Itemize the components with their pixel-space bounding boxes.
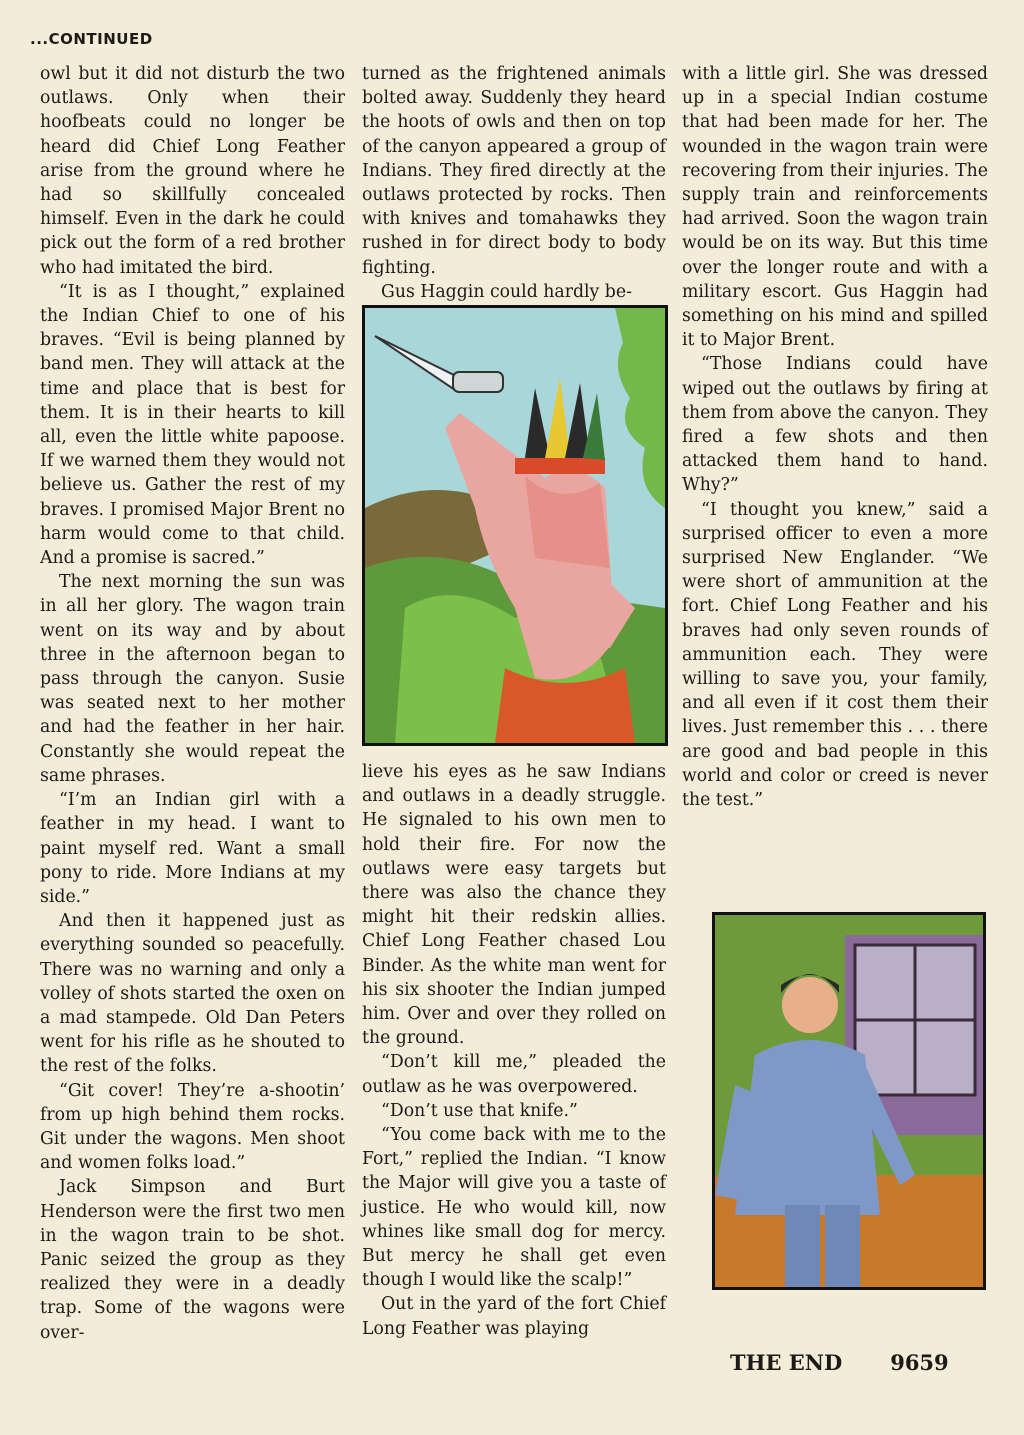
paragraph: “Those Indians could have wiped out the outlaws by firing at them from above the canyon. They fired a few shots and then attacked them hand to hand. Why?”	[682, 354, 988, 496]
chief-illustration-art	[365, 308, 665, 743]
paragraph: lieve his eyes as he saw Indians and outlaws in a deadly struggle. He signaled to his own men to hold their fire. For now the outlaws were easy targets but there was also the chance they might hit their redskin allies. Chief Long Feather chased Lou Binder. As the white man went for his six shooter the Indian jumped him. Over and over they rolled on the ground.	[362, 762, 666, 1049]
story-end-line	[730, 1350, 949, 1375]
paragraph: The next morning the sun was in all her glory. The wagon train went on its way and by about three in the afternoon began to pass through the canyon. Susie was seated next to her mother and had the feather in her hair. Constantly she would repeat the same phrases.	[40, 572, 345, 786]
paragraph: “You come back with me to the Fort,” replied the Indian. “I know the Major will give you a taste of justice. He who would kill, now whines like small dog for mercy. But mercy he shall get even though I would like the scalp!”	[362, 1125, 666, 1291]
paragraph: And then it happened just as everything sounded so peacefully. There was no warning and only a volley of shots started the oxen on a mad stampede. Old Dan Peters went for his rifle as he shouted to the rest of the folks.	[40, 911, 345, 1077]
paragraph: “Git cover! They’re a-shootin’ from up high behind them rocks. Git under the wagons. Men shoot and women folks load.”	[40, 1080, 345, 1174]
paragraph: “I’m an Indian girl with a feather in my head. I want to paint myself red. Want a small pony to ride. More Indians at my side.”	[40, 790, 345, 907]
illustration-indian-chief-with-knife	[362, 305, 668, 746]
paragraph: Jack Simpson and Burt Henderson were the first two men in the wagon train to be shot. Panic seized the group as they realized they were in a deadly trap. Some of the wagons were over-	[40, 1177, 345, 1343]
text-column-1	[40, 62, 345, 1345]
paragraph: Out in the yard of the fort Chief Long Feather was playing	[362, 1294, 666, 1339]
officer-illustration-art	[715, 915, 983, 1287]
the-end-text: THE END	[730, 1350, 843, 1375]
paragraph: turned as the frightened animals bolted away. Suddenly they heard the hoots of owls and then on top of the canyon appeared a group of Indians. They fired directly at the outlaws protected by rocks. Then with knives and tomahawks they rushed in for direct body to body fighting.	[362, 64, 666, 278]
text-column-2-bottom	[362, 760, 666, 1341]
paragraph: “Don’t use that knife.”	[381, 1100, 578, 1121]
paragraph: with a little girl. She was dressed up in a special Indian costume that had been made for her. The wounded in the wagon train were recovering from their injuries. The supply train and reinforcements had arrived. Soon the wagon train would be on its way. But this time over the longer route and with a military escort. Gus Haggin had something on his mind and spilled it to Major Brent.	[682, 64, 988, 351]
paragraph: “I thought you knew,” said a surprised officer to even a more surprised New Englander. “We were short of ammunition at the fort. Chief Long Feather and his braves had only seven rounds of ammunition each. They were willing to save you, your family, and all even if it cost them their lives. Just remember this . . . there are good and bad people in this world and color or creed is never the test.”	[682, 499, 988, 811]
continued-header: ...CONTINUED	[30, 30, 153, 48]
text-column-2-top	[362, 62, 666, 304]
text-column-3	[682, 62, 988, 812]
paragraph: owl but it did not disturb the two outlaws. Only when their hoofbeats could no longer be heard did Chief Long Feather arise from the ground where he had so skillfully concealed himself. Even in the dark he could pick out the form of a red brother who had imitated the bird.	[40, 64, 345, 278]
paragraph: “It is as I thought,” explained the Indian Chief to one of his braves. “Evil is being planned by band men. They will attack at the time and place that is best for them. It is in their hearts to kill all, even the little white papoose. If we warned them they would not believe us. Gather the rest of my braves. I promised Major Brent no harm would come to that child. And a promise is sacred.”	[40, 281, 345, 569]
paragraph: “Don’t kill me,” pleaded the outlaw as he was overpowered.	[362, 1052, 666, 1097]
page-code: 9659	[890, 1350, 949, 1375]
illustration-major-brent	[712, 912, 986, 1290]
paragraph: Gus Haggin could hardly be-	[381, 281, 632, 302]
